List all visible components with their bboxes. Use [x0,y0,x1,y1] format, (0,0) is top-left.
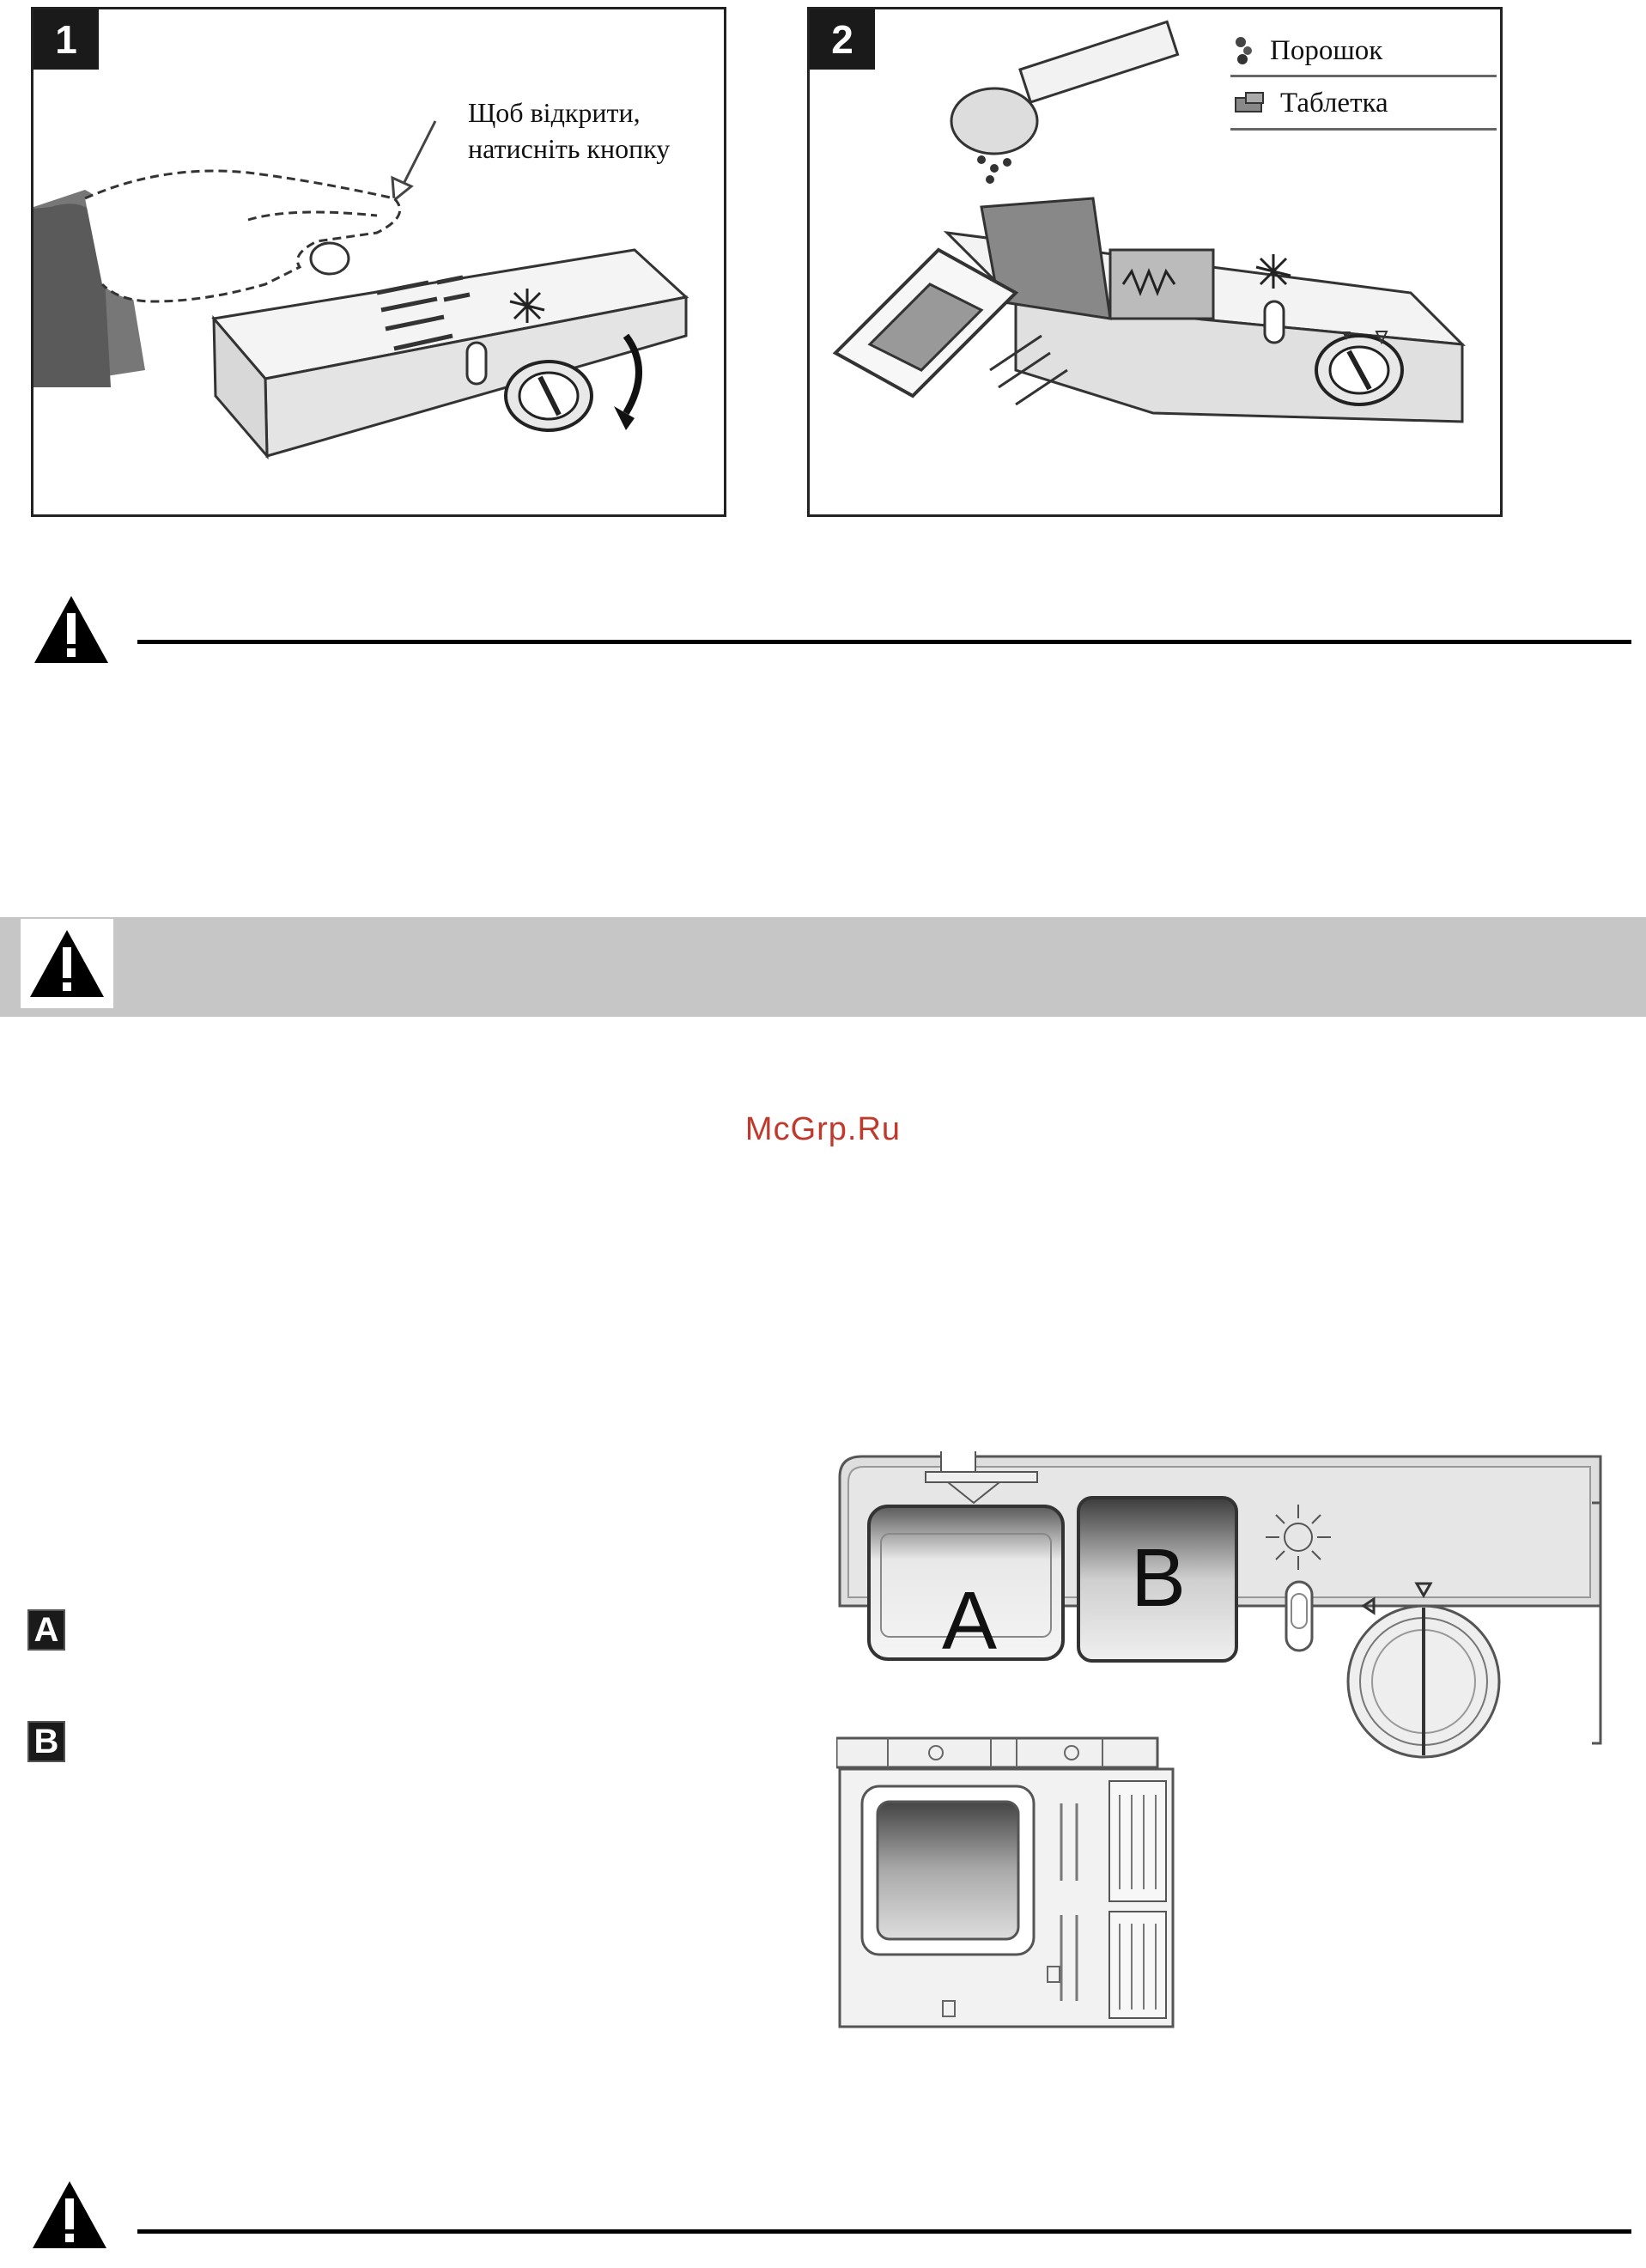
dispenser-fill-illustration [810,9,1500,514]
compartment-label-a: A [941,1575,998,1667]
figure-2-panel [807,7,1503,517]
side-label-b: B [27,1721,65,1762]
figure-1-panel [31,7,726,517]
compartment-label-b: B [1130,1532,1187,1624]
dispenser-diagram [836,1451,1609,2035]
figure-2-number: 2 [810,9,875,70]
watermark: McGrp.Ru [744,1111,902,1147]
legend-label-tablet: Таблетка [1280,87,1388,119]
warning-bar [0,917,1646,1017]
dispenser-open-illustration [33,9,724,514]
warning-rule-bottom [137,2229,1631,2234]
warning-bar-icon-box [21,919,113,1008]
figure-1-caption-line2: натисніть кнопку [468,133,671,164]
warning-triangle-icon [28,928,106,999]
warning-triangle-icon [33,594,110,665]
warning-rule-top [137,640,1631,644]
legend-label-powder: Порошок [1270,34,1383,66]
dispenser-diagram-drawing [836,1451,1609,2035]
warning-triangle-icon [31,2180,108,2250]
side-label-a: A [27,1609,65,1651]
figure-1-caption-line1: Щоб відкрити, [468,97,641,128]
figure-1-number: 1 [33,9,99,70]
